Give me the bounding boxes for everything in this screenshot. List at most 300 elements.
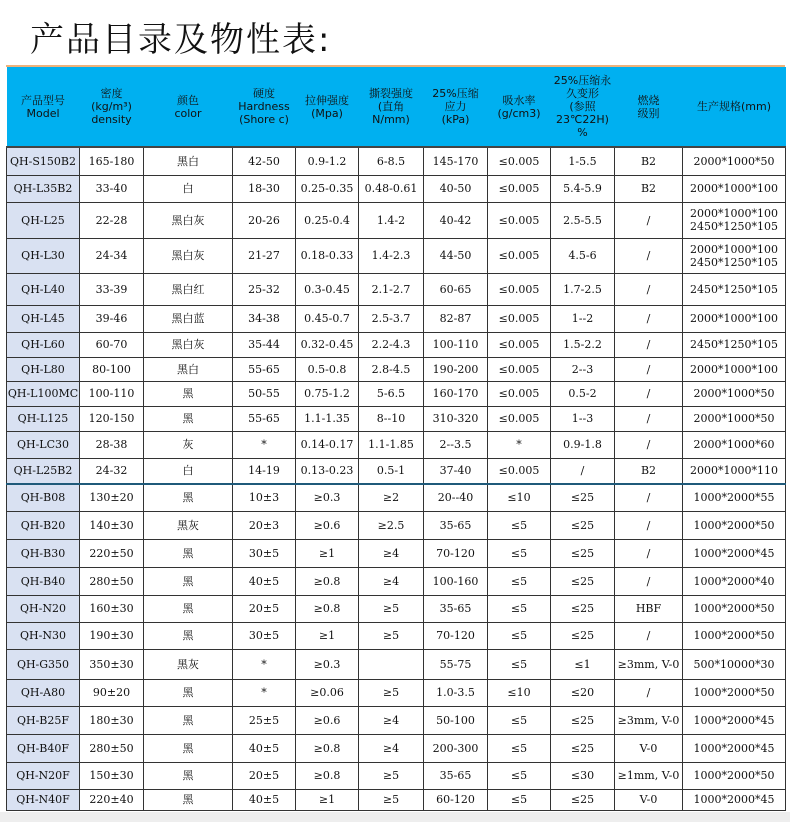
- model-cell: QH-N40F: [7, 789, 80, 810]
- table-cell: 1.1-1.35: [296, 406, 359, 431]
- table-cell: ≤25: [551, 595, 615, 622]
- table-cell: 500*10000*30: [683, 649, 786, 679]
- table-cell: 黑: [144, 484, 233, 511]
- model-cell: QH-L45: [7, 305, 80, 332]
- table-cell: 1000*2000*50: [683, 762, 786, 789]
- table-cell: ≥4: [359, 706, 424, 734]
- table-row: [7, 305, 786, 332]
- table-cell: *: [233, 431, 296, 458]
- table-cell: HBF: [615, 595, 683, 622]
- table-cell: ≤5: [488, 706, 551, 734]
- table-cell: /: [615, 511, 683, 539]
- table-cell: 6-8.5: [359, 147, 424, 175]
- table-cell: V-0: [615, 734, 683, 762]
- column-header: [144, 67, 233, 147]
- table-cell: 150±30: [80, 762, 144, 789]
- table-cell: 1.4-2.3: [359, 238, 424, 273]
- model-cell: QH-N20: [7, 595, 80, 622]
- table-cell: ≤25: [551, 567, 615, 595]
- table-cell: 1.0-3.5: [424, 679, 488, 706]
- table-row: [7, 706, 786, 734]
- table-cell: 0.14-0.17: [296, 431, 359, 458]
- table-cell: 黑: [144, 406, 233, 431]
- table-cell: 黑: [144, 734, 233, 762]
- table-cell: 40±5: [233, 734, 296, 762]
- table-row: [7, 147, 786, 175]
- table-cell: ≤5: [488, 762, 551, 789]
- table-cell: ≥4: [359, 567, 424, 595]
- table-cell: ≥4: [359, 539, 424, 567]
- table-cell: 130±20: [80, 484, 144, 511]
- table-cell: ≥0.06: [296, 679, 359, 706]
- table-cell: 37-40: [424, 458, 488, 484]
- table-cell: 黑白灰: [144, 238, 233, 273]
- table-cell: ≤5: [488, 595, 551, 622]
- table-cell: 2000*1000*50: [683, 147, 786, 175]
- column-header-line: (kg/m³): [91, 100, 132, 113]
- table-cell: 0.5-1: [359, 458, 424, 484]
- table-cell: 34-38: [233, 305, 296, 332]
- table-cell: [683, 238, 786, 273]
- column-header-line: 吸水率: [502, 93, 536, 107]
- table-cell: 55-65: [233, 357, 296, 381]
- table-cell: 白: [144, 458, 233, 484]
- table-cell: /: [615, 431, 683, 458]
- model-cell: QH-L25: [7, 202, 80, 238]
- table-cell: 100-160: [424, 567, 488, 595]
- table-cell: 40-42: [424, 202, 488, 238]
- table-cell: 190-200: [424, 357, 488, 381]
- column-header-line: 拉伸强度: [305, 93, 349, 107]
- model-cell: QH-L60: [7, 332, 80, 357]
- table-cell: ≤25: [551, 706, 615, 734]
- table-cell: 1000*2000*50: [683, 622, 786, 649]
- table-cell: 35-65: [424, 511, 488, 539]
- table-cell: 1000*2000*55: [683, 484, 786, 511]
- table-cell: 14-19: [233, 458, 296, 484]
- table-cell: 20--40: [424, 484, 488, 511]
- table-cell: /: [615, 406, 683, 431]
- table-cell: 55-75: [424, 649, 488, 679]
- table-cell: ≤0.005: [488, 175, 551, 202]
- table-cell: ≥1: [296, 539, 359, 567]
- table-cell: 2000*1000*100: [683, 305, 786, 332]
- table-header-row: [7, 67, 786, 147]
- table-row: [7, 332, 786, 357]
- table-cell: 黑白: [144, 357, 233, 381]
- table-cell: 2000*1000*50: [683, 381, 786, 406]
- model-cell: QH-B40: [7, 567, 80, 595]
- table-cell: 350±30: [80, 649, 144, 679]
- table-cell: ≤25: [551, 789, 615, 810]
- table-cell: ≥5: [359, 622, 424, 649]
- model-cell: QH-N30: [7, 622, 80, 649]
- table-cell: ≥1mm, V-0: [615, 762, 683, 789]
- column-header-line: (参照: [569, 100, 596, 113]
- table-cell: 35-65: [424, 595, 488, 622]
- model-cell: QH-L35B2: [7, 175, 80, 202]
- table-cell: 黑: [144, 595, 233, 622]
- table-cell: 2--3: [551, 357, 615, 381]
- table-cell: 1000*2000*50: [683, 679, 786, 706]
- table-cell: /: [615, 622, 683, 649]
- table-row: [7, 649, 786, 679]
- table-cell: 0.18-0.33: [296, 238, 359, 273]
- table-cell: 0.25-0.4: [296, 202, 359, 238]
- column-header-line: 撕裂强度: [369, 87, 413, 100]
- table-cell: 黑白蓝: [144, 305, 233, 332]
- table-row: [7, 484, 786, 511]
- table-row: [7, 734, 786, 762]
- table-cell: *: [233, 649, 296, 679]
- model-cell: QH-S150B2: [7, 147, 80, 175]
- table-row: [7, 406, 786, 431]
- table-cell: 40-50: [424, 175, 488, 202]
- column-header: [233, 67, 296, 147]
- table-cell: 18-30: [233, 175, 296, 202]
- table-cell: ≥1: [296, 622, 359, 649]
- table-cell: 20-26: [233, 202, 296, 238]
- table-cell: 22-28: [80, 202, 144, 238]
- page-bottom-strip: [0, 812, 790, 822]
- table-cell: 黑: [144, 789, 233, 810]
- table-cell: 35-44: [233, 332, 296, 357]
- table-row: [7, 622, 786, 649]
- column-header-line: 颜色: [177, 93, 199, 107]
- table-cell: 2000*1000*60: [683, 431, 786, 458]
- table-cell: 2000*1000*50: [683, 406, 786, 431]
- table-cell: 30±5: [233, 539, 296, 567]
- table-cell: 39-46: [80, 305, 144, 332]
- table-cell: /: [615, 305, 683, 332]
- table-cell: /: [615, 679, 683, 706]
- model-cell: QH-L80: [7, 357, 80, 381]
- table-cell: /: [615, 273, 683, 305]
- table-cell: 44-50: [424, 238, 488, 273]
- table-cell: ≥5: [359, 595, 424, 622]
- table-cell: ≤0.005: [488, 202, 551, 238]
- table-cell: B2: [615, 175, 683, 202]
- table-cell: ≤0.005: [488, 147, 551, 175]
- table-cell: ≤5: [488, 511, 551, 539]
- table-cell: 黑: [144, 539, 233, 567]
- table-cell: ≤20: [551, 679, 615, 706]
- table-cell: 145-170: [424, 147, 488, 175]
- column-header-line: 25%压缩永: [553, 74, 612, 87]
- table-cell: 80-100: [80, 357, 144, 381]
- table-row: [7, 431, 786, 458]
- table-cell: 20±3: [233, 511, 296, 539]
- table-cell: ≤5: [488, 567, 551, 595]
- table-cell: /: [551, 458, 615, 484]
- table-row: [7, 175, 786, 202]
- table-row: [7, 567, 786, 595]
- table-cell: 2000*1000*100: [683, 357, 786, 381]
- model-cell: QH-N20F: [7, 762, 80, 789]
- table-cell: 190±30: [80, 622, 144, 649]
- table-cell: ≥0.6: [296, 511, 359, 539]
- table-cell: 黑白灰: [144, 332, 233, 357]
- table-cell: [359, 649, 424, 679]
- column-header-line: (Mpa): [311, 106, 343, 120]
- table-cell: 100-110: [424, 332, 488, 357]
- table-cell: 100-110: [80, 381, 144, 406]
- table-cell: 180±30: [80, 706, 144, 734]
- table-cell: 24-34: [80, 238, 144, 273]
- table-cell: 40±5: [233, 567, 296, 595]
- table-cell: 黑: [144, 622, 233, 649]
- table-cell: 1.1-1.85: [359, 431, 424, 458]
- table-cell: ≥1: [296, 789, 359, 810]
- column-header-line: 应力: [444, 100, 467, 113]
- table-cell: 1.5-2.2: [551, 332, 615, 357]
- table-cell: ≥0.8: [296, 734, 359, 762]
- column-header: [615, 67, 683, 147]
- table-cell: 60-120: [424, 789, 488, 810]
- table-cell: 33-40: [80, 175, 144, 202]
- table-cell: ≤5: [488, 649, 551, 679]
- table-cell: ≥0.8: [296, 567, 359, 595]
- column-header-line: 生产规格(mm): [696, 100, 771, 113]
- table-cell: 0.13-0.23: [296, 458, 359, 484]
- table-cell: ≥2.5: [359, 511, 424, 539]
- column-header-line: 23℃22H): [556, 113, 609, 126]
- table-cell: *: [488, 431, 551, 458]
- column-header-line: (Shore c): [239, 113, 289, 126]
- model-cell: QH-LC30: [7, 431, 80, 458]
- column-header: [80, 67, 144, 147]
- column-header-line: %: [577, 126, 588, 139]
- table-row: [7, 762, 786, 789]
- table-row: [7, 238, 786, 273]
- table-cell: 280±50: [80, 567, 144, 595]
- table-cell: 0.5-0.8: [296, 357, 359, 381]
- column-header-line: 硬度: [253, 87, 275, 100]
- table-cell: 90±20: [80, 679, 144, 706]
- table-row: [7, 458, 786, 484]
- table-cell: 24-32: [80, 458, 144, 484]
- table-cell: 0.9-1.2: [296, 147, 359, 175]
- table-cell: 1000*2000*50: [683, 511, 786, 539]
- table-cell: ≥0.3: [296, 484, 359, 511]
- table-cell: ≤25: [551, 484, 615, 511]
- table-cell: 2.8-4.5: [359, 357, 424, 381]
- table-cell: 25-32: [233, 273, 296, 305]
- table-cell: 4.5-6: [551, 238, 615, 273]
- table-cell: 1000*2000*45: [683, 539, 786, 567]
- table-cell: 2000*1000*110: [683, 458, 786, 484]
- table-cell: 黑灰: [144, 511, 233, 539]
- model-cell: QH-B08: [7, 484, 80, 511]
- column-header: [296, 67, 359, 147]
- column-header-line: (g/cm3): [497, 106, 541, 120]
- table-cell: /: [615, 357, 683, 381]
- table-cell: 220±50: [80, 539, 144, 567]
- table-cell: *: [233, 679, 296, 706]
- table-cell: ≤25: [551, 539, 615, 567]
- table-cell: 42-50: [233, 147, 296, 175]
- table-cell: 70-120: [424, 539, 488, 567]
- table-cell: ≤5: [488, 734, 551, 762]
- table-cell: ≤5: [488, 789, 551, 810]
- table-cell: 0.48-0.61: [359, 175, 424, 202]
- table-cell: ≥0.8: [296, 595, 359, 622]
- table-cell: 0.75-1.2: [296, 381, 359, 406]
- table-cell: 33-39: [80, 273, 144, 305]
- table-cell: 30±5: [233, 622, 296, 649]
- table-cell: ≥0.6: [296, 706, 359, 734]
- table-cell: 1.4-2: [359, 202, 424, 238]
- table-cell: ≤25: [551, 622, 615, 649]
- table-row: [7, 539, 786, 567]
- table-cell: 160-170: [424, 381, 488, 406]
- model-cell: QH-G350: [7, 649, 80, 679]
- model-cell: QH-L25B2: [7, 458, 80, 484]
- table-row: [7, 595, 786, 622]
- page-title: 产品目录及物性表:: [30, 20, 332, 60]
- table-cell: B2: [615, 147, 683, 175]
- table-cell: 1--2: [551, 305, 615, 332]
- model-cell: QH-L40: [7, 273, 80, 305]
- table-cell: ≥5: [359, 762, 424, 789]
- table-cell: [683, 202, 786, 238]
- table-cell: 黑: [144, 679, 233, 706]
- column-header-line: 产品型号: [21, 93, 65, 107]
- table-cell: ≤25: [551, 734, 615, 762]
- table-cell: 140±30: [80, 511, 144, 539]
- column-header: [488, 67, 551, 147]
- table-cell: 2.1-2.7: [359, 273, 424, 305]
- model-cell: QH-L100MC: [7, 381, 80, 406]
- column-header: [359, 67, 424, 147]
- table-cell: /: [615, 539, 683, 567]
- table-cell: 灰: [144, 431, 233, 458]
- table-cell: 黑白: [144, 147, 233, 175]
- model-cell: QH-B25F: [7, 706, 80, 734]
- table-cell: 5.4-5.9: [551, 175, 615, 202]
- table-row: [7, 511, 786, 539]
- table-cell: 1000*2000*45: [683, 706, 786, 734]
- table-cell: 280±50: [80, 734, 144, 762]
- table-cell: 8--10: [359, 406, 424, 431]
- column-header-line: 久变形: [566, 87, 599, 100]
- table-cell: 5-6.5: [359, 381, 424, 406]
- table-cell: 25±5: [233, 706, 296, 734]
- table-row: [7, 273, 786, 305]
- table-cell: 0.45-0.7: [296, 305, 359, 332]
- column-header-line: Model: [26, 106, 60, 120]
- table-cell: 20±5: [233, 595, 296, 622]
- table-cell: ≤0.005: [488, 406, 551, 431]
- table-cell: /: [615, 202, 683, 238]
- model-cell: QH-L125: [7, 406, 80, 431]
- table-cell: 黑: [144, 762, 233, 789]
- table-cell: 黑: [144, 567, 233, 595]
- table-cell: B2: [615, 458, 683, 484]
- table-cell: 50-100: [424, 706, 488, 734]
- table-cell: ≤10: [488, 484, 551, 511]
- table-row: [7, 381, 786, 406]
- table-cell: 1000*2000*45: [683, 789, 786, 810]
- table-cell: ≤5: [488, 622, 551, 649]
- table-cell: 0.3-0.45: [296, 273, 359, 305]
- table-cell: 70-120: [424, 622, 488, 649]
- table-cell: 10±3: [233, 484, 296, 511]
- table-cell: 0.9-1.8: [551, 431, 615, 458]
- table-cell: 2450*1250*105: [683, 273, 786, 305]
- table-cell: ≤1: [551, 649, 615, 679]
- table-cell: 28-38: [80, 431, 144, 458]
- product-properties-table: [6, 67, 786, 811]
- column-header-line: 燃烧: [637, 93, 660, 107]
- table-cell: 1000*2000*45: [683, 734, 786, 762]
- table-cell: 21-27: [233, 238, 296, 273]
- table-cell: 2--3.5: [424, 431, 488, 458]
- table-cell: 黑: [144, 706, 233, 734]
- table-cell: 55-65: [233, 406, 296, 431]
- table-cell: ≥5: [359, 789, 424, 810]
- table-cell: 2450*1250*105: [683, 332, 786, 357]
- table-cell: 2.5-5.5: [551, 202, 615, 238]
- table-cell: 310-320: [424, 406, 488, 431]
- column-header: [683, 67, 786, 147]
- table-cell: V-0: [615, 789, 683, 810]
- table-cell: 2.5-3.7: [359, 305, 424, 332]
- table-cell: 1--3: [551, 406, 615, 431]
- column-header-line: color: [174, 106, 202, 120]
- table-cell: /: [615, 381, 683, 406]
- column-header-line: N/mm): [372, 113, 410, 126]
- table-cell: 1.7-2.5: [551, 273, 615, 305]
- table-cell: 黑白红: [144, 273, 233, 305]
- table-cell: 200-300: [424, 734, 488, 762]
- table-cell: 0.5-2: [551, 381, 615, 406]
- table-cell: ≤0.005: [488, 381, 551, 406]
- table-cell: ≥3mm, V-0: [615, 706, 683, 734]
- table-cell: 黑白灰: [144, 202, 233, 238]
- column-header: [551, 67, 615, 147]
- table-cell: 白: [144, 175, 233, 202]
- table-cell: ≤0.005: [488, 273, 551, 305]
- table-cell: /: [615, 238, 683, 273]
- model-cell: QH-B20: [7, 511, 80, 539]
- column-header: [424, 67, 488, 147]
- table-cell: 40±5: [233, 789, 296, 810]
- table-cell: ≥3mm, V-0: [615, 649, 683, 679]
- table-cell: ≤0.005: [488, 332, 551, 357]
- table-cell: 60-65: [424, 273, 488, 305]
- model-cell: QH-L30: [7, 238, 80, 273]
- table-cell: 1000*2000*50: [683, 595, 786, 622]
- table-cell: 黑灰: [144, 649, 233, 679]
- column-header-line: (kPa): [441, 113, 470, 126]
- model-cell: QH-B30: [7, 539, 80, 567]
- column-header: [7, 67, 80, 147]
- table-cell: 120-150: [80, 406, 144, 431]
- table-cell: 60-70: [80, 332, 144, 357]
- table-cell: 2000*1000*100: [683, 175, 786, 202]
- table-cell: 35-65: [424, 762, 488, 789]
- cell-line: 2450*1250*105: [690, 220, 778, 233]
- column-header-line: 级别: [637, 106, 660, 120]
- table-cell: 0.25-0.35: [296, 175, 359, 202]
- table-cell: ≤0.005: [488, 357, 551, 381]
- cell-line: 2000*1000*100: [690, 242, 778, 256]
- cell-line: 2450*1250*105: [690, 255, 778, 269]
- table-cell: 0.32-0.45: [296, 332, 359, 357]
- column-header-line: Hardness: [238, 100, 290, 113]
- column-header-line: density: [91, 113, 132, 126]
